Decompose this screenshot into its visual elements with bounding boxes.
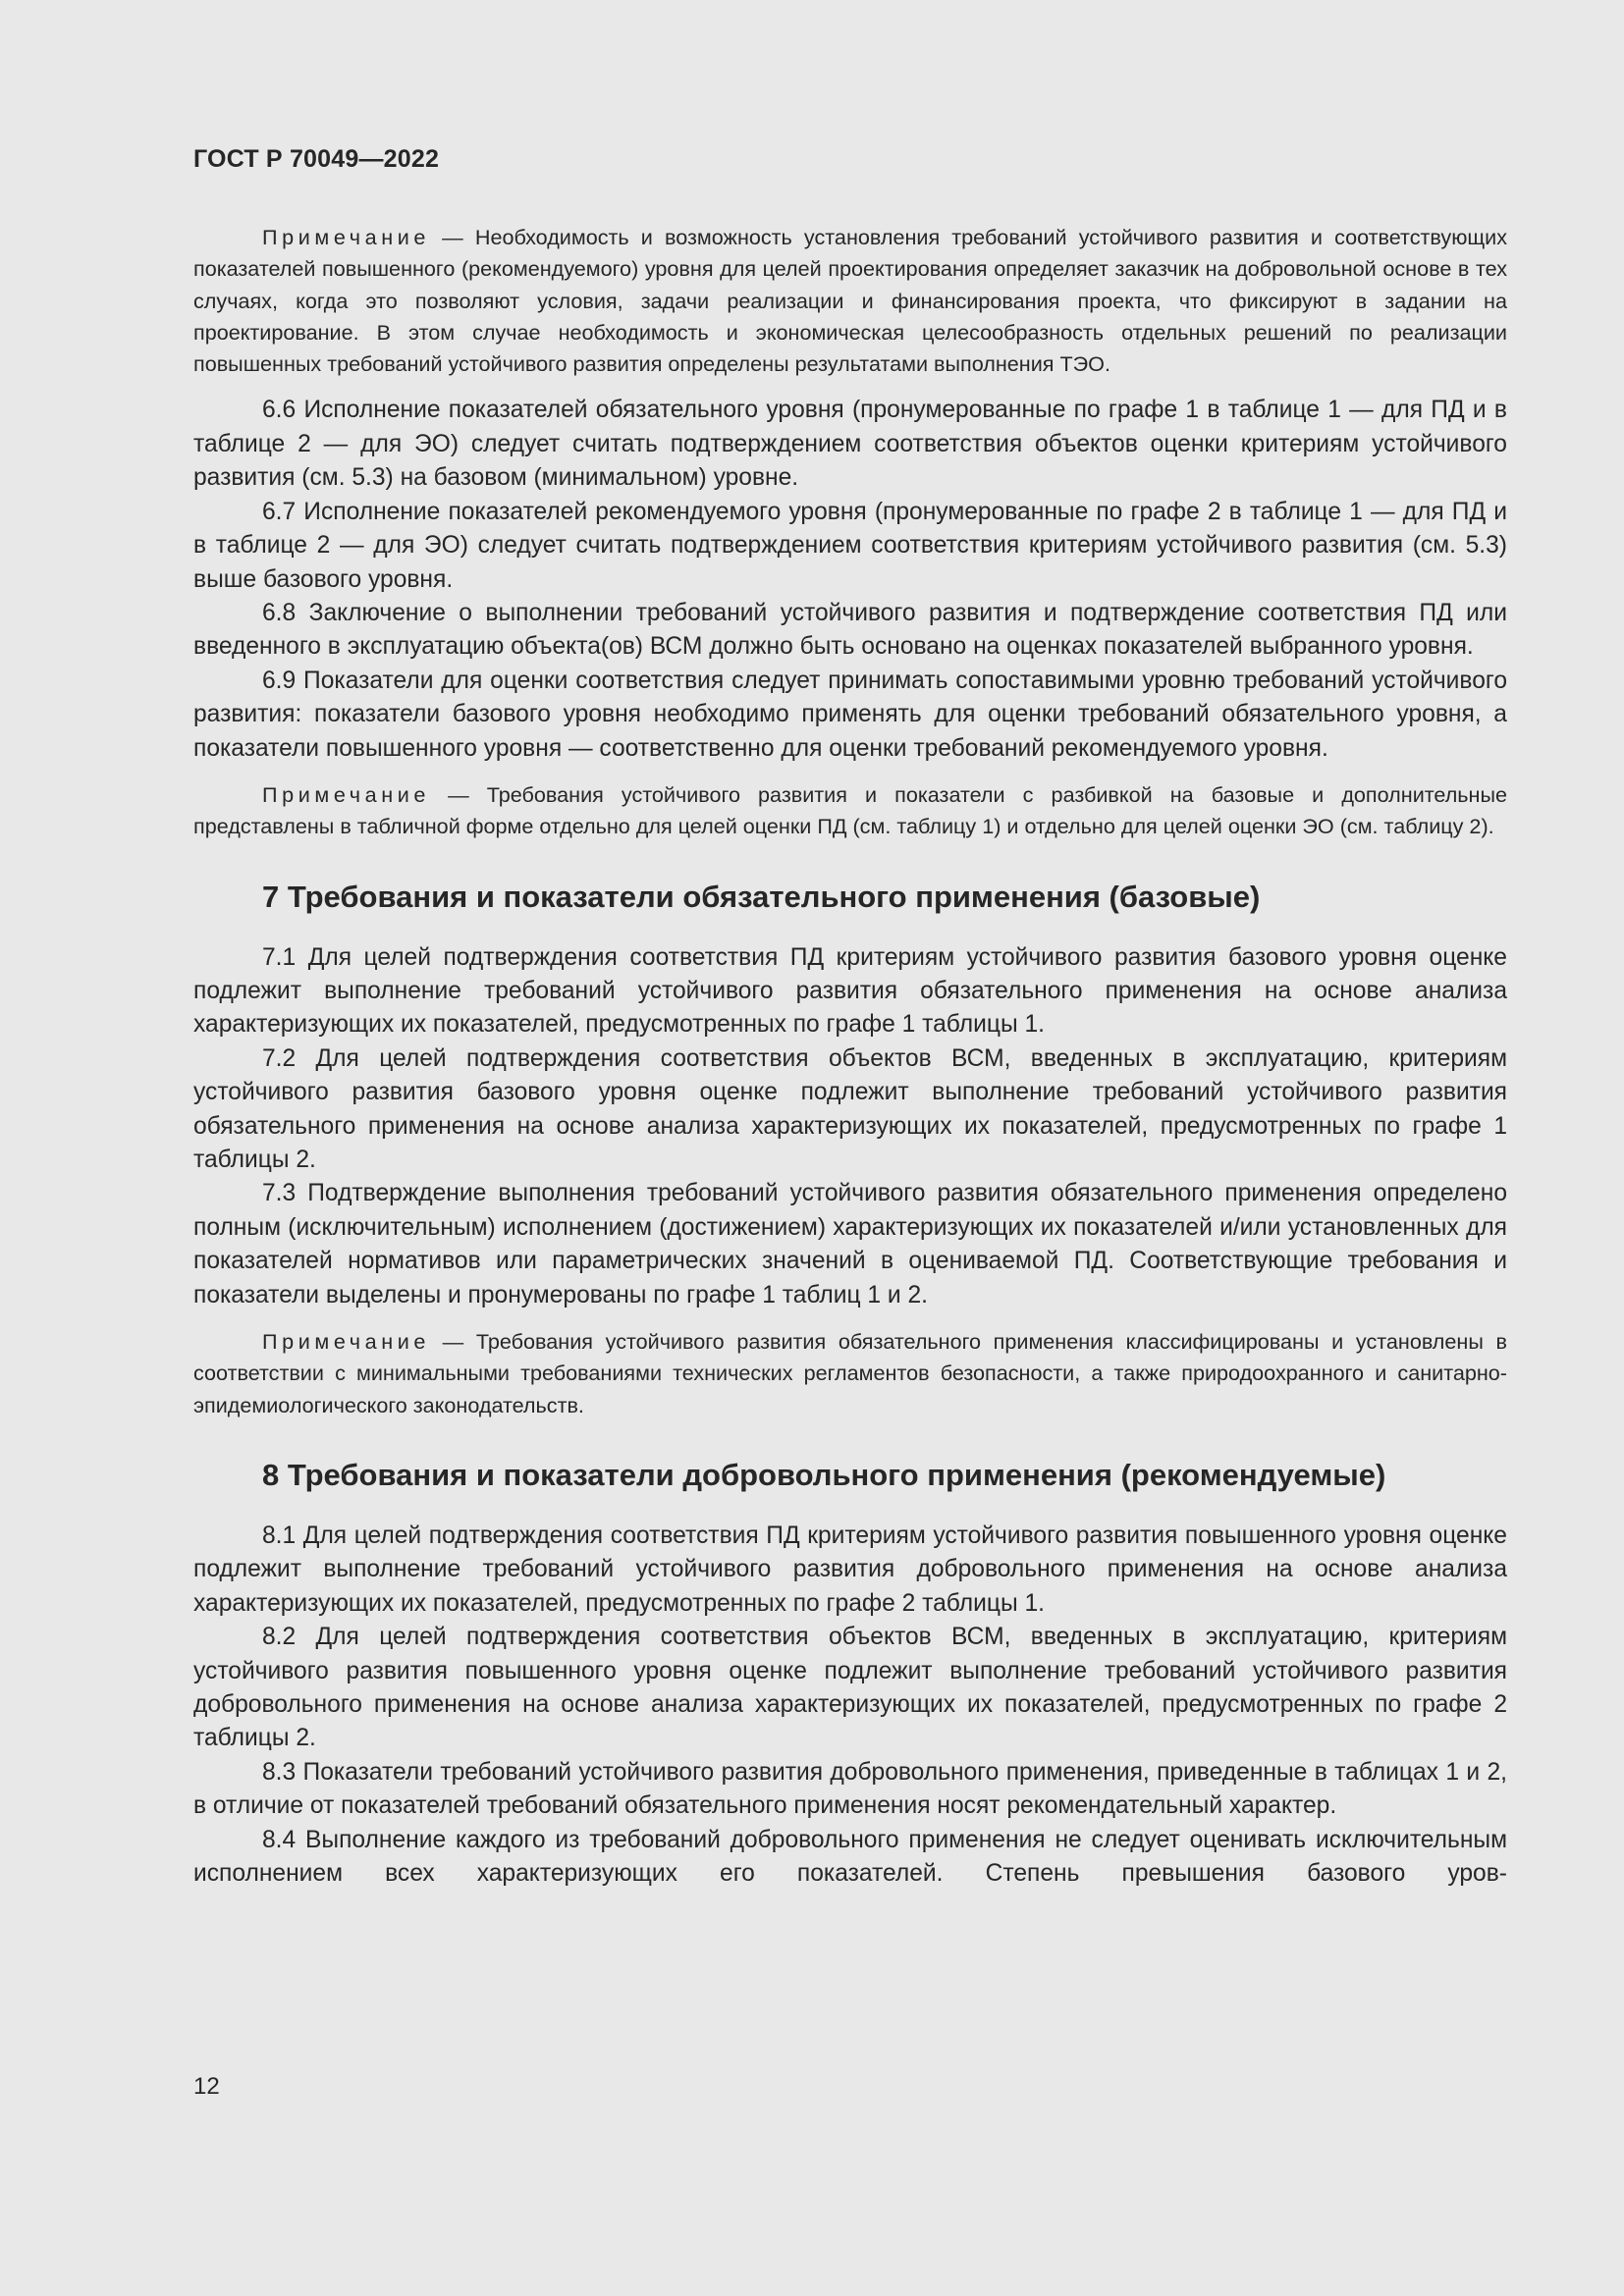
- note-label: Примечание: [262, 1329, 430, 1355]
- note-1: Примечание — Необходимость и возможность установления требований устойчивого развития и соответствующих показателей повышенного (рекомендуемого) уровня для целей проектирования определяет заказчик на добровольной основе в тех случаях, когда это позволяют условия, задачи реализации и финансирования проекта, что фиксируют в задании на проектирование. В этом случае необходимость и экономическая целесообразность отдельных решений по реализации повышенных требований устойчивого развития определены результатами выполнения ТЭО.: [193, 225, 1508, 377]
- paragraph-7-3: 7.3 Подтверждение выполнения требований устойчивого развития обязательного применения определено полным (исключительным) исполнением (достижением) характеризующих их показателей и/или установленных для показателей нормативов или параметрических значений в оцениваемой ПД. Соответствующие требования и показатели выделены и пронумерованы по графе 1 таблиц 1 и 2.: [193, 1180, 1507, 1308]
- paragraph-8-3: 8.3 Показатели требований устойчивого развития добровольного применения, приведенные в таблицах 1 и 2, в отличие от показателей требований обязательного применения носят рекомендательный характер.: [193, 1758, 1507, 1820]
- document-header: ГОСТ Р 70049—2022: [193, 145, 440, 173]
- paragraph-7-2: 7.2 Для целей подтверждения соответствия объектов ВСМ, введенных в эксплуатацию, критериям устойчивого развития базового уровня оценке подлежит выполнение требований устойчивого развития обязательного применения на основе анализа характеризующих их показателей, предусмотренных по графе 1 таблицы 2.: [193, 1044, 1507, 1173]
- note-2: Примечание — Требования устойчивого развития и показатели с разбивкой на базовые и дополнительные представлены в табличной форме отдельно для целей оценки ПД (см. таблицу 1) и отдельно для целей оценки ЭО (см. таблицу 2).: [193, 781, 1507, 839]
- paragraph-7-1: 7.1 Для целей подтверждения соответствия ПД критериям устойчивого развития базового уровня оценке подлежит выполнение требований устойчивого развития обязательного применения на основе анализа характеризующих их показателей, предусмотренных по графе 1 таблицы 1.: [193, 943, 1507, 1039]
- document-body: [193, 222, 1507, 1891]
- paragraph-8-4: 8.4 Выполнение каждого из требований добровольного применения не следует оценивать исключительным исполнением всех характеризующих его показателей. Степень превышения базового уров-: [193, 1826, 1507, 1887]
- paragraph-6-6: 6.6 Исполнение показателей обязательного уровня (пронумерованные по графе 1 в таблице 1 — для ПД и в таблице 2 — для ЭО) следует считать подтверждением соответствия объектов оценки критериям устойчивого развития (см. 5.3) на базовом (минимальном) уровне.: [193, 397, 1507, 492]
- page-number: 12: [193, 2073, 220, 2100]
- paragraph-6-9: 6.9 Показатели для оценки соответствия следует принимать сопоставимыми уровню требований устойчивого развития: показатели базового уровня необходимо применять для оценки требований обязательного уровня, а показатели повышенного уровня — соответственно для оценки требований рекомендуемого уровня.: [193, 667, 1507, 762]
- note-3: Примечание — Требования устойчивого развития обязательного применения классифицированы и установлены в соответствии с минимальными требованиями технических регламентов безопасности, а также природоохранного и санитарно-эпидемиологического законодательств.: [193, 1329, 1507, 1417]
- paragraph-8-1: 8.1 Для целей подтверждения соответствия ПД критериям устойчивого развития повышенного уровня оценке подлежит выполнение требований устойчивого развития добровольного применения на основе анализа характеризующих их показателей, предусмотренных по графе 2 таблицы 1.: [193, 1522, 1507, 1617]
- paragraph-8-2: 8.2 Для целей подтверждения соответствия объектов ВСМ, введенных в эксплуатацию, критериям устойчивого развития повышенного уровня оценке подлежит выполнение требований устойчивого развития добровольного применения на основе анализа характеризующих их показателей, предусмотренных по графе 2 таблицы 2.: [193, 1624, 1507, 1752]
- paragraph-6-7: 6.7 Исполнение показателей рекомендуемого уровня (пронумерованные по графе 2 в таблице 1 — для ПД и в таблице 2 — для ЭО) следует считать подтверждением соответствия критериям устойчивого развития (см. 5.3) выше базового уровня.: [193, 498, 1507, 593]
- section-8-heading: 8 Требования и показатели добровольного применения (рекомендуемые): [262, 1457, 1386, 1492]
- paragraph-6-8: 6.8 Заключение о выполнении требований устойчивого развития и подтверждение соответствия ПД или введенного в эксплуатацию объекта(ов) ВСМ должно быть основано на оценках показателей выбранного уровня.: [193, 599, 1507, 661]
- section-7-heading: 7 Требования и показатели обязательного применения (базовые): [262, 879, 1261, 914]
- note-label: Примечание: [262, 781, 430, 807]
- note-label: Примечание: [262, 225, 430, 249]
